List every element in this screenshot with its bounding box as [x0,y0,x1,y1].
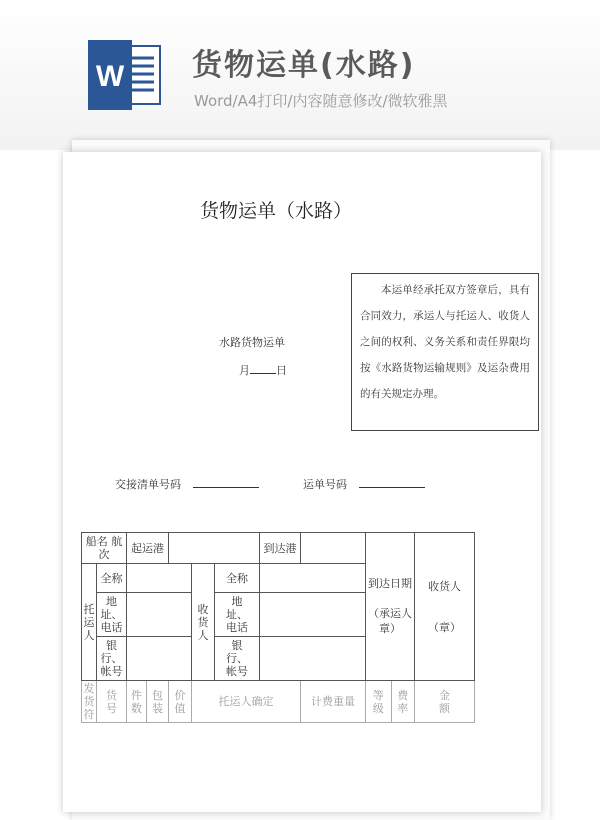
col-grade: 等级 [366,681,392,723]
waybill-number-field [303,476,425,492]
day-label: 日 [276,364,287,377]
document-title: 货物运单（水路） [200,200,353,222]
shipper-address-label: 地址、电话 [97,593,127,637]
arrival-date-cell [366,533,415,681]
shipper-label: 托运人 [82,564,97,681]
waybill-line [359,477,425,488]
shipper-address-value [127,593,192,637]
document-page [63,152,541,812]
receiver-label: 收货人 [192,564,215,681]
receiver-fullname-label: 全称 [215,564,260,593]
destination-port-value [301,533,366,564]
consignee-seal-label: （章） [428,620,461,634]
receiver-fullname-value [260,564,366,593]
receiver-address-value [260,593,366,637]
receiver-address-label: 地址、电话 [215,593,260,637]
banner-subtitle: Word/A4打印/内容随意修改/微软雅黑 [194,92,448,110]
arrival-date-label: 到达日期 [368,577,412,590]
banner-title: 货物运单(水路) [192,48,416,83]
shipper-fullname-label: 全称 [97,564,127,593]
handover-line [193,477,259,488]
consignee-label: 收货人 [428,579,461,593]
origin-port-value [169,533,260,564]
receiver-bank-label: 银行、帐号 [215,637,260,681]
col-rate: 费率 [391,681,414,723]
shipper-fullname-value [127,564,192,593]
svg-text:W: W [95,60,125,93]
consignee-cell [415,533,475,681]
word-icon [88,40,162,110]
col-goods-no: 货号 [97,681,127,723]
carrier-seal-label: （承运人章） [368,607,412,635]
waybill-table [81,532,475,723]
destination-port-label: 到达港 [260,533,301,564]
terms-notice: 本运单经承托双方签章后，具有合同效力，承运人与托运人、收货人之间的权利、义务关系和责任界限均按《水路货物运输规则》及运杂费用的有关规定办理。 [351,273,539,431]
month-label: 月 [239,364,250,377]
col-amount: 金额 [415,681,475,723]
handover-number-field [115,476,259,492]
col-pieces: 件数 [127,681,147,723]
date-line [239,362,287,378]
shipper-bank-value [127,637,192,681]
col-shipper-confirm: 托运人确定 [192,681,301,723]
origin-port-label: 起运港 [127,533,169,564]
col-billing-weight: 计费重量 [301,681,366,723]
waybill-label: 运单号码 [303,478,347,491]
col-packing: 包装 [147,681,169,723]
shipper-bank-label: 银行、帐号 [97,637,127,681]
handover-label: 交接清单号码 [115,478,181,491]
header-banner [0,0,600,150]
day-blank [250,363,276,374]
ship-voyage-label: 船名 航次 [82,533,127,564]
receiver-bank-value [260,637,366,681]
document-subtitle: 水路货物运单 [219,336,285,349]
col-shipping-mark: 发货符 [83,682,95,721]
col-value: 价值 [169,681,192,723]
